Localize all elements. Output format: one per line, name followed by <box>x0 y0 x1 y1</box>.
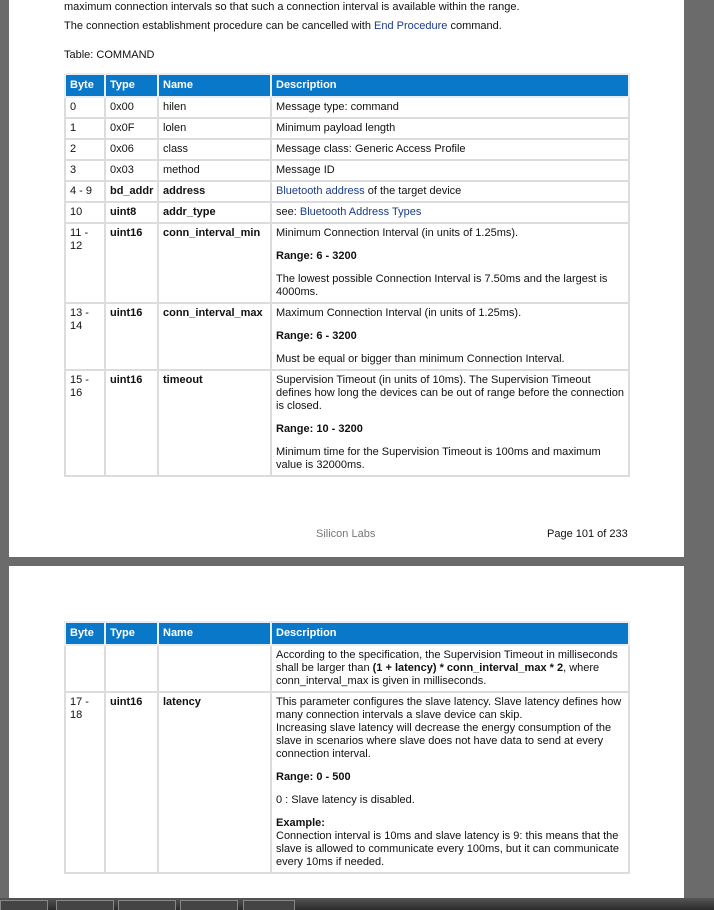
byte: 17 - 18 <box>65 692 105 873</box>
taskbar-button[interactable] <box>180 900 238 910</box>
note: The lowest possible Connection Interval is 7.50ms and the largest is 4000ms. <box>276 273 608 298</box>
name: lolen <box>158 118 271 139</box>
command-table <box>64 73 630 477</box>
name: hilen <box>158 97 271 118</box>
text: Minimum Connection Interval (in units of 1.25ms). <box>276 227 519 239</box>
type: 0x03 <box>105 160 158 181</box>
range: Range: 6 - 3200 <box>276 330 357 342</box>
desc <box>271 202 629 223</box>
name: address <box>158 181 271 202</box>
type: uint8 <box>105 202 158 223</box>
name: addr_type <box>158 202 271 223</box>
desc: Message type: command <box>271 97 629 118</box>
bluetooth-address-link[interactable]: Bluetooth address <box>276 185 365 197</box>
name: conn_interval_max <box>158 303 271 370</box>
desc: Message class: Generic Access Profile <box>271 139 629 160</box>
note: 0 : Slave latency is disabled. <box>276 794 415 806</box>
byte: 3 <box>65 160 105 181</box>
bluetooth-address-types-link[interactable]: Bluetooth Address Types <box>299 206 422 218</box>
taskbar <box>0 898 714 910</box>
header-byte: Byte <box>65 622 105 645</box>
table-row <box>65 645 629 692</box>
intro-text: maximum connection intervals so that such a connection interval is available within the range. <box>64 1 520 13</box>
table-row <box>65 202 629 223</box>
document-page-102 <box>9 566 684 898</box>
text: command. <box>447 20 502 32</box>
table-row <box>65 692 629 873</box>
byte <box>65 645 105 692</box>
table-row <box>65 370 629 476</box>
text: see: <box>276 206 300 218</box>
desc <box>271 370 629 476</box>
range: Range: 0 - 500 <box>276 771 351 783</box>
table-row <box>65 181 629 202</box>
name: method <box>158 160 271 181</box>
table-row <box>65 139 629 160</box>
formula: (1 + latency) * conn_interval_max * 2 <box>372 662 564 674</box>
type: 0x06 <box>105 139 158 160</box>
note: Minimum time for the Supervision Timeout is 100ms and maximum value is 32000ms. <box>276 446 601 471</box>
end-procedure-link[interactable]: End Procedure <box>374 20 448 32</box>
table-row <box>65 223 629 303</box>
text: Increasing slave latency will decrease the energy consumption of the slave in scenarios where slave does not have data to send at every connection interval. <box>276 722 612 760</box>
table-row <box>65 303 629 370</box>
desc <box>271 303 629 370</box>
text: This parameter configures the slave latency. Slave latency defines how many connection intervals a slave device can skip. <box>276 696 622 721</box>
cancel-text <box>64 20 502 33</box>
header-type: Type <box>105 74 158 97</box>
range: Range: 6 - 3200 <box>276 250 357 262</box>
taskbar-button[interactable] <box>0 900 48 910</box>
command-table-continued <box>64 621 630 874</box>
type: 0x0F <box>105 118 158 139</box>
name: conn_interval_min <box>158 223 271 303</box>
note: Must be equal or bigger than minimum Connection Interval. <box>276 353 565 365</box>
taskbar-button[interactable] <box>56 900 114 910</box>
desc <box>271 692 629 873</box>
desc: Message ID <box>271 160 629 181</box>
byte: 4 - 9 <box>65 181 105 202</box>
text: The connection establishment procedure can be cancelled with <box>64 20 375 32</box>
text: Maximum Connection Interval (in units of 1.25ms). <box>276 307 522 319</box>
type <box>105 645 158 692</box>
type: uint16 <box>105 370 158 476</box>
example-label: Example: <box>276 817 325 829</box>
document-page-101 <box>9 0 684 557</box>
type: 0x00 <box>105 97 158 118</box>
byte: 15 - 16 <box>65 370 105 476</box>
header-type: Type <box>105 622 158 645</box>
footer-page-number: Page 101 of 233 <box>547 528 628 540</box>
byte: 13 - 14 <box>65 303 105 370</box>
type: uint16 <box>105 692 158 873</box>
byte: 2 <box>65 139 105 160</box>
type: uint16 <box>105 223 158 303</box>
taskbar-button[interactable] <box>243 900 295 910</box>
header-byte: Byte <box>65 74 105 97</box>
desc <box>271 645 629 692</box>
example: Connection interval is 10ms and slave latency is 9: this means that the slave is allowed to communicate every 100ms, but it can communicate every 10ms if needed. <box>276 830 619 868</box>
desc <box>271 181 629 202</box>
desc <box>271 223 629 303</box>
desc: Minimum payload length <box>271 118 629 139</box>
table-row <box>65 160 629 181</box>
type: uint16 <box>105 303 158 370</box>
name <box>158 645 271 692</box>
header-description: Description <box>271 74 629 97</box>
header-name: Name <box>158 622 271 645</box>
byte: 10 <box>65 202 105 223</box>
text: , where conn_interval_max is given in milliseconds. <box>276 662 600 687</box>
header-description: Description <box>271 622 629 645</box>
byte: 0 <box>65 97 105 118</box>
type: bd_addr <box>105 181 158 202</box>
name: timeout <box>158 370 271 476</box>
range: Range: 10 - 3200 <box>276 423 363 435</box>
name: latency <box>158 692 271 873</box>
byte: 11 - 12 <box>65 223 105 303</box>
header-name: Name <box>158 74 271 97</box>
table-header <box>65 622 629 645</box>
byte: 1 <box>65 118 105 139</box>
table-row <box>65 97 629 118</box>
taskbar-button[interactable] <box>118 900 176 910</box>
table-header <box>65 74 629 97</box>
name: class <box>158 139 271 160</box>
text: According to the specification, the Supervision Timeout in milliseconds shall be larger than <box>276 649 618 674</box>
table-row <box>65 118 629 139</box>
table-title: Table: COMMAND <box>64 49 155 61</box>
text: of the target device <box>364 185 462 197</box>
text: Supervision Timeout (in units of 10ms). The Supervision Timeout defines how long the devices can be out of range before the connection is closed. <box>276 374 624 412</box>
footer-company: Silicon Labs <box>316 528 376 540</box>
